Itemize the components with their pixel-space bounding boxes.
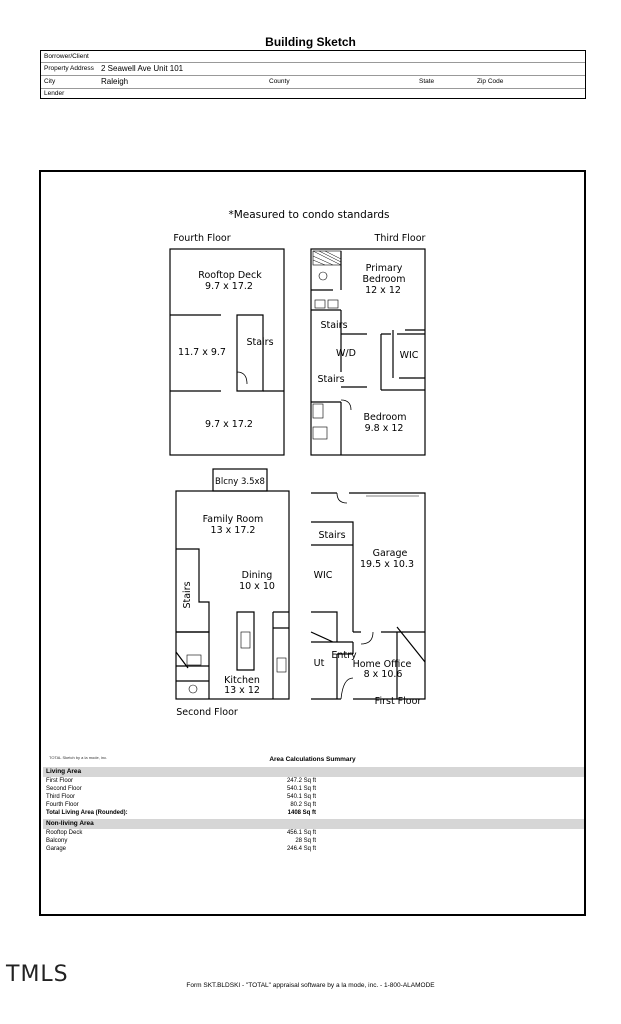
living-row [46, 785, 346, 793]
living-row-label: First Floor [46, 778, 73, 784]
first-wic-label: WIC [313, 570, 333, 581]
kitchen-name: Kitchen [224, 675, 260, 686]
balcony-label: Blcny 3.5x8 [215, 477, 265, 487]
living-row [46, 777, 346, 785]
living-row-label: Fourth Floor [46, 802, 79, 808]
home-office-name: Home Office [352, 659, 412, 670]
measure-note: *Measured to condo standards [228, 209, 390, 221]
living-row-value: 540.1 Sq ft [286, 794, 316, 800]
rooftop-deck-dim: 9.7 x 17.2 [205, 281, 253, 292]
state-label: State [419, 78, 435, 85]
garage-name: Garage [372, 548, 408, 559]
bedroom-name: Bedroom [363, 412, 407, 423]
property-row [41, 62, 585, 76]
county-label: County [269, 78, 290, 85]
second-stairs-label: Stairs [182, 581, 193, 609]
home-office-dim: 8 x 10.6 [363, 669, 403, 680]
nonliving-row-label: Rooftop Deck [46, 830, 83, 836]
header-form [40, 50, 586, 99]
borrower-label: Borrower/Client [44, 53, 89, 60]
property-value: 2 Seawell Ave Unit 101 [101, 64, 184, 73]
living-row-label: Third Floor [46, 794, 76, 800]
floor-plan [41, 172, 584, 752]
bedroom-dim: 9.8 x 12 [364, 423, 404, 434]
nonliving-row-value: 246.4 Sq ft [286, 846, 316, 852]
nonliving-row-value: 456.1 Sq ft [286, 830, 316, 836]
entry-label: Entry [331, 650, 357, 661]
nonliving-row-label: Garage [46, 846, 67, 852]
garage-dim: 19.5 x 10.3 [360, 559, 414, 570]
nonliving-row-value: 28 Sq ft [295, 838, 316, 844]
nonliving-row [46, 845, 346, 853]
living-area-header: Living Area [43, 767, 584, 777]
third-stairs-upper-label: Stairs [320, 320, 348, 331]
fourth-mid-dim: 11.7 x 9.7 [178, 347, 226, 358]
living-row-value: 80.2 Sq ft [290, 802, 316, 808]
primary-bedroom-line2: Bedroom [362, 274, 406, 285]
fourth-stairs-label: Stairs [246, 337, 274, 348]
sketch-credit: TOTAL Sketch by a la mode, inc. [49, 755, 108, 760]
sketch-frame [39, 170, 586, 916]
first-stairs-label: Stairs [318, 530, 346, 541]
second-floor-label: Second Floor [176, 707, 238, 718]
zip-label: Zip Code [477, 78, 504, 85]
nonliving-row-label: Balcony [46, 838, 68, 844]
fourth-stairs-box [237, 315, 263, 391]
third-wic-label: WIC [399, 350, 419, 361]
ut-label: Ut [313, 658, 325, 669]
fourth-bottom-dim: 9.7 x 17.2 [205, 419, 253, 430]
family-room-name: Family Room [202, 514, 264, 525]
kitchen-dim: 13 x 12 [224, 685, 260, 696]
living-row-value: 247.2 Sq ft [286, 778, 316, 784]
total-living-row [46, 809, 346, 817]
third-wd-label: W/D [336, 348, 356, 359]
living-row-value: 540.1 Sq ft [286, 786, 316, 792]
form-footer: Form SKT.BLDSKI - "TOTAL" appraisal software by a la mode, inc. - 1-800-ALAMODE [186, 982, 435, 989]
lender-label: Lender [44, 90, 65, 97]
summary-title: Area Calculations Summary [269, 756, 356, 763]
property-label: Property Address [44, 65, 94, 72]
city-value: Raleigh [101, 77, 129, 86]
third-floor-label: Third Floor [374, 233, 426, 244]
nonliving-row [46, 837, 346, 845]
dining-name: Dining [241, 570, 273, 581]
nonliving-area-header: Non-living Area [43, 819, 584, 829]
living-row [46, 793, 346, 801]
dining-dim: 10 x 10 [239, 581, 275, 592]
nonliving-row [46, 829, 346, 837]
fourth-floor-label: Fourth Floor [173, 233, 231, 244]
family-room-dim: 13 x 17.2 [210, 525, 256, 536]
first-floor-label: First Floor [374, 696, 422, 707]
total-living-value: 1408 Sq ft [287, 810, 316, 816]
third-stairs-lower-label: Stairs [317, 374, 345, 385]
total-living-label: Total Living Area (Rounded): [46, 810, 128, 816]
lender-row [41, 88, 585, 99]
primary-bedroom-line1: Primary [365, 263, 403, 274]
tmls-logo: TMLS [6, 962, 69, 987]
primary-bedroom-dim: 12 x 12 [365, 285, 401, 296]
city-label: City [44, 78, 56, 85]
page-title: Building Sketch [265, 35, 356, 49]
living-row-label: Second Floor [46, 786, 82, 792]
city-row [41, 75, 585, 89]
rooftop-deck-name: Rooftop Deck [198, 270, 262, 281]
living-row [46, 801, 346, 809]
